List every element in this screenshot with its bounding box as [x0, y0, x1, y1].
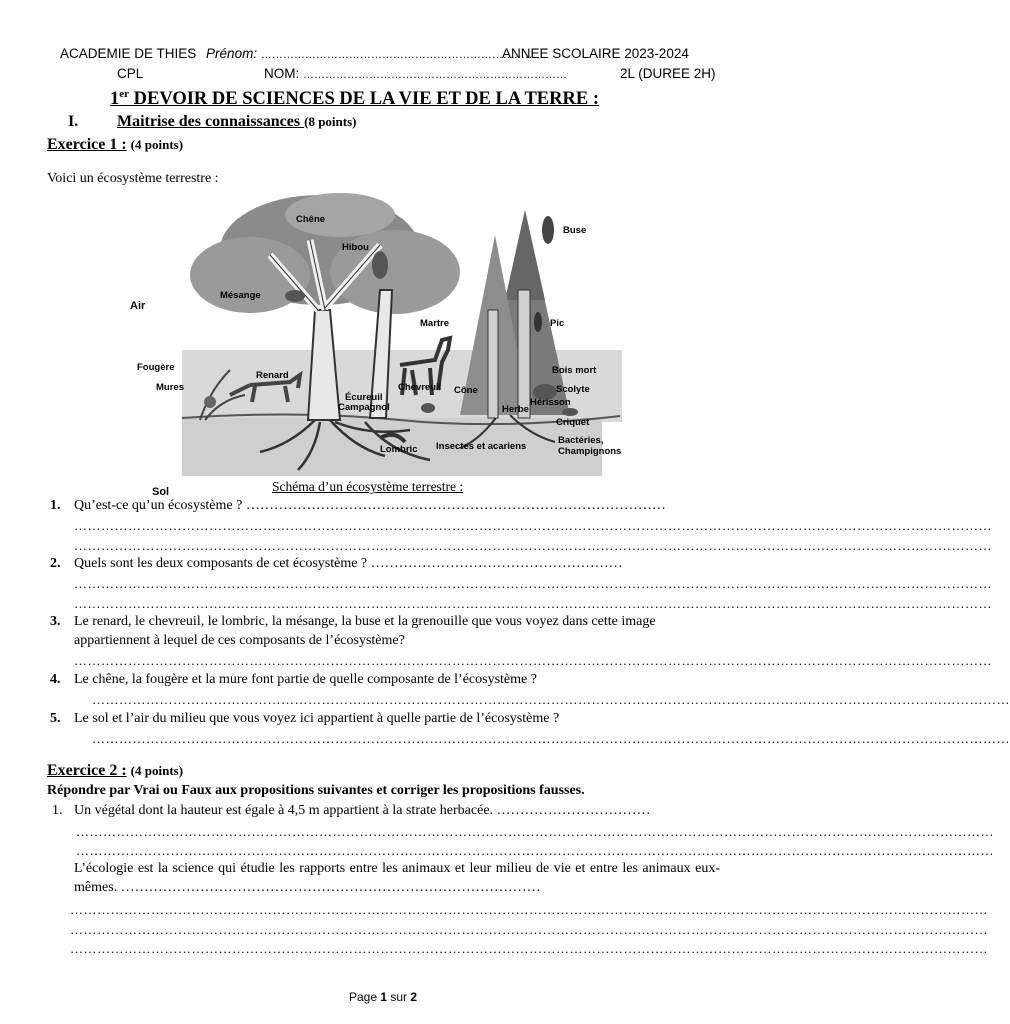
- answer-line[interactable]: ……………………………………………………………………………………………………………………………………………………………………………………: [74, 576, 992, 591]
- section-number: I.: [68, 113, 79, 130]
- label-martre: Martre: [420, 318, 450, 329]
- q3-text-2: appartiennent à lequel de ces composants de l’écosystème?: [74, 633, 405, 648]
- answer-line[interactable]: ……………………………………………………………………………………………………………………………………………………………………………………: [92, 692, 1010, 707]
- label-cone: Cône: [454, 385, 478, 396]
- page-title: 1er DEVOIR DE SCIENCES DE LA VIE ET DE LA TERRE :: [110, 88, 599, 110]
- level-duration: 2L (DUREE 2H): [620, 66, 716, 81]
- answer-line[interactable]: ……………………………………………………………………………………………………………………………………………………………………………………: [76, 824, 994, 839]
- ecosystem-diagram: [180, 190, 640, 480]
- e2-item-1-text: Un végétal dont la hauteur est égale à 4,5 m appartient à la strate herbacée. ……………………………: [74, 803, 651, 818]
- q5-number: 5.: [50, 711, 61, 726]
- figure-caption: Schéma d’un écosystème terrestre :: [272, 479, 464, 494]
- label-mures: Mures: [156, 382, 184, 393]
- q2-number: 2.: [50, 556, 61, 571]
- header-line-1: [60, 46, 536, 61]
- answer-line[interactable]: ……………………………………………………………………………………………………………………………………………………………………………………: [74, 518, 992, 533]
- exercise-1-intro: Voici un écosystème terrestre :: [47, 171, 219, 186]
- label-herbe: Herbe: [502, 404, 529, 415]
- label-insectes: Insectes et acariens: [436, 441, 527, 452]
- answer-line[interactable]: ……………………………………………………………………………………………………………………………………………………………………………………: [92, 731, 1010, 746]
- nom-row: [264, 66, 567, 81]
- label-campagnol: Campagnol: [338, 402, 390, 413]
- label-bacteries: Bactéries,: [558, 435, 604, 446]
- school-name: CPL: [117, 66, 144, 81]
- answer-line[interactable]: ……………………………………………………………………………………………………………………………………………………………………………………: [70, 922, 988, 937]
- answer-line[interactable]: ……………………………………………………………………………………………………………………………………………………………………………………: [76, 843, 994, 858]
- prenom-label: Prénom:: [206, 46, 258, 61]
- label-herisson: Hérisson: [530, 397, 571, 408]
- nom-label: NOM:: [264, 66, 300, 81]
- answer-line[interactable]: ……………………………………………………………………………………………………………………………………………………………………………………: [70, 902, 988, 917]
- label-renard: Renard: [256, 370, 289, 381]
- label-buse: Buse: [563, 225, 587, 236]
- academy-name: ACADEMIE DE THIES: [60, 46, 197, 61]
- label-lombric: Lombric: [380, 444, 418, 455]
- answer-line[interactable]: ……………………………………………………………………………………………………………………………………………………………………………………: [74, 653, 992, 668]
- q3-number: 3.: [50, 614, 61, 629]
- label-air: Air: [130, 300, 146, 312]
- q4-text: Le chêne, la fougère et la mure font partie de quelle composante de l’écosystème ?: [74, 672, 537, 687]
- page-number: Page 1 sur 2: [349, 990, 418, 1004]
- nom-field[interactable]: ………………………………………………………………: [303, 69, 568, 81]
- answer-line[interactable]: ……………………………………………………………………………………………………………………………………………………………………………………: [70, 941, 988, 956]
- e2-item-2-text: L’écologie est la science qui étudie les rapports entre les animaux et leur milieu de vie et entre les animaux eux-mêmes. ………………………………………………………………………………: [74, 861, 720, 895]
- label-fougere: Fougère: [137, 362, 175, 373]
- q4-number: 4.: [50, 672, 61, 687]
- exercise-2-instruction: Répondre par Vrai ou Faux aux propositions suivantes et corriger les propositions fausses.: [47, 783, 585, 798]
- label-sol: Sol: [152, 486, 170, 498]
- label-pic: Pic: [550, 318, 565, 329]
- q5-text: Le sol et l’air du milieu que vous voyez ici appartient à quelle partie de l’écosystème ?: [74, 711, 560, 726]
- answer-line[interactable]: ……………………………………………………………………………………………………………………………………………………………………………………: [74, 596, 992, 611]
- exercise-2-title: Exercice 2 : (4 points): [47, 762, 184, 779]
- label-chevreuil: Chevreuil: [398, 382, 442, 393]
- q1-number: 1.: [50, 498, 61, 513]
- label-chene: Chêne: [296, 214, 326, 225]
- label-ecureuil: Écureuil: [345, 392, 383, 403]
- label-scolyte: Scolyte: [556, 384, 590, 395]
- label-hibou: Hibou: [342, 242, 369, 253]
- label-bois-mort: Bois mort: [552, 365, 597, 376]
- answer-line[interactable]: ……………………………………………………………………………………………………………………………………………………………………………………: [74, 538, 992, 553]
- school-year: ANNEE SCOLAIRE 2023-2024: [502, 46, 689, 61]
- q1-text: Qu’est-ce qu’un écosystème ? ………………………………………………………………………………: [74, 498, 666, 513]
- label-criquet: Criquet: [556, 417, 590, 428]
- label-mesange: Mésange: [220, 290, 261, 301]
- label-champignons: Champignons: [558, 446, 622, 457]
- exercise-1-title: Exercice 1 : (4 points): [47, 136, 184, 153]
- prenom-field[interactable]: …………………………………………………………………: [260, 49, 536, 61]
- q2-text: Quels sont les deux composants de cet écosystème ? ………………………………………………: [74, 556, 623, 571]
- q3-text: Le renard, le chevreuil, le lombric, la mésange, la buse et la grenouille que vous voyez dans cette image: [74, 614, 656, 629]
- section-title: Maitrise des connaissances (8 points): [117, 113, 357, 130]
- e2-item-1-number: 1.: [52, 803, 63, 818]
